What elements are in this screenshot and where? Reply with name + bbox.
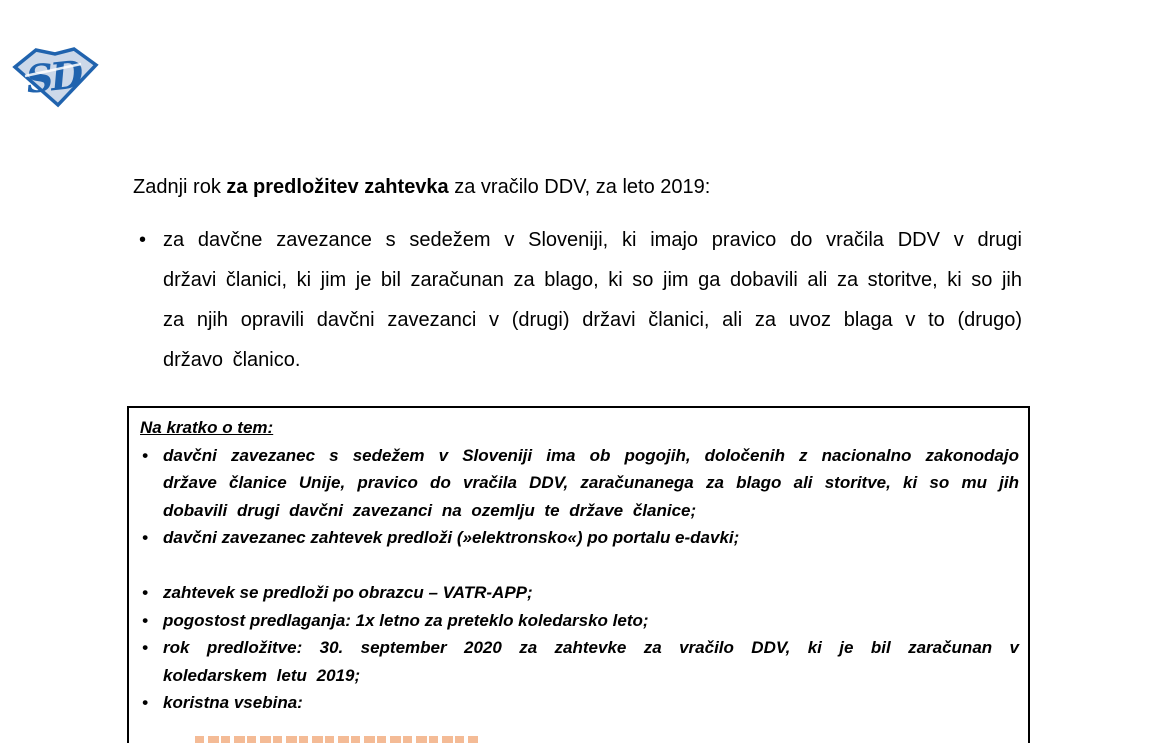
bullet-dot-icon: • — [142, 638, 148, 657]
summary-box — [127, 406, 1030, 743]
summary-item — [140, 634, 1019, 689]
shield-icon — [11, 46, 99, 108]
summary-item — [140, 689, 1019, 717]
summary-item — [140, 607, 1019, 635]
bullet-dot-icon: • — [142, 583, 148, 602]
document-title — [133, 175, 1033, 200]
summary-item — [140, 524, 1019, 552]
bullet-dot-icon: • — [142, 528, 148, 547]
summary-item — [140, 442, 1019, 525]
sd-logo — [11, 46, 99, 108]
summary-item — [140, 579, 1019, 607]
bullet-dot-icon: • — [142, 610, 148, 630]
bullet-dot-icon: • — [142, 445, 148, 465]
summary-item-text: koristna vsebina: — [163, 693, 303, 712]
intro-bullet-item — [133, 220, 1022, 380]
truncated-link[interactable] — [195, 736, 478, 743]
summary-item-text: pogostost predlaganja: 1x letno za preteklo koledarsko leto; — [163, 610, 649, 630]
summary-item-text: davčni zavezanec zahtevek predloži (»elektronsko«) po portalu e-davki; — [163, 528, 740, 547]
bullet-dot-icon: • — [139, 229, 147, 251]
summary-list — [140, 442, 1019, 717]
title-bold-text: za predložitev zahtevka — [226, 176, 449, 198]
summary-item-text: rok predložitve: 30. september 2020 za zahtevke za vračilo DDV, ki je bil zaračunan v koledarskem letu 2019; — [163, 638, 1019, 685]
intro-bullet-text: za davčne zavezance s sedežem v Sloveniji, ki imajo pravico do vračila DDV v drugi državi članici, ki jim je bil zaračunan za blago, ki so jim ga dobavili ali za storitve, ki so jih za njih opravili davčni zavezanci v (drugi) državi članici, ali za uvoz blaga v to (drugo) državo članico. — [163, 229, 1022, 371]
summary-box-heading: Na kratko o tem: — [140, 418, 274, 437]
summary-item-text: davčni zavezanec s sedežem v Sloveniji ima ob pogojih, določenih z nacionalno zakonodajo države članice Unije, pravico do vračila DDV, zaračunanega za blago ali storitve, ki so mu jih dobavili drugi davčni zavezanci na ozemlju te države članice; — [163, 445, 1019, 520]
summary-item-text: zahtevek se predloži po obrazcu – VATR-APP; — [163, 583, 533, 602]
title-text-end: za vračilo DDV, za leto 2019: — [448, 176, 711, 198]
title-text: Zadnji rok — [133, 176, 227, 198]
bullet-dot-icon: • — [142, 693, 148, 712]
logo-letters: SD — [23, 51, 83, 102]
